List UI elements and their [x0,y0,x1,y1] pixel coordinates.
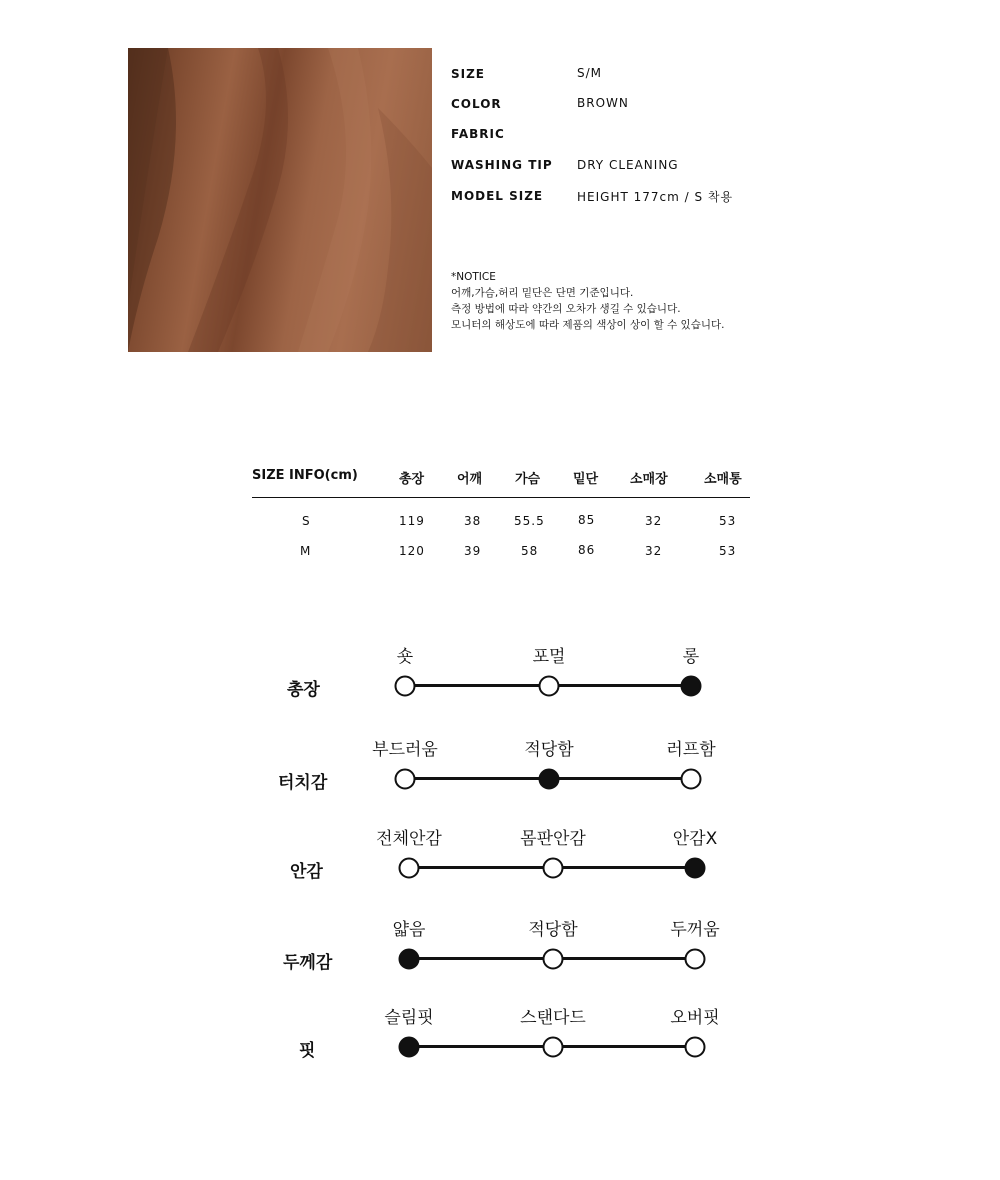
scale-title: 터치감 [278,773,328,793]
spec-value-size: S/M [577,66,603,80]
size-table-header: 어깨 [457,472,483,487]
scale-title: 안감 [290,862,323,882]
table-cell: 53 [719,544,737,558]
scale-dot [399,949,420,970]
scale-dot [395,676,416,697]
spec-value-color: BROWN [577,96,629,110]
scale-title: 핏 [299,1041,316,1061]
table-cell: 32 [645,514,663,528]
scale-dot [685,949,706,970]
scale-option-label: 부드러움 [372,740,438,760]
scale-option-label: 러프함 [666,740,716,760]
scale-option-label: 전체안감 [376,829,442,849]
spec-value-washing-tip: DRY CLEANING [577,158,679,172]
size-table-divider [252,497,750,498]
spec-label-washing-tip: WASHING TIP [451,158,553,172]
size-table-header: SIZE INFO(cm) [252,468,358,483]
scale-dot [685,858,706,879]
scale-option-label: 롱 [682,647,700,667]
scale-dot [681,676,702,697]
scale-title: 두께감 [283,953,333,973]
scale-dot [543,858,564,879]
size-table-header: 소매통 [704,472,742,487]
notice [451,269,724,333]
notice-line: 어깨,가슴,허리 밑단은 단면 기준입니다. [451,287,634,299]
scale-option-label: 적당함 [524,740,574,760]
table-cell: 38 [464,514,482,528]
scale-option-label: 스탠다드 [520,1008,586,1028]
spec-value-model-size: HEIGHT 177cm / S 착용 [577,190,734,204]
scale-dot [681,769,702,790]
spec-label-fabric: FABRIC [451,127,505,141]
spec-label-model-size: MODEL SIZE [451,189,544,203]
table-cell: 120 [399,544,425,558]
scale-option-label: 몸판안감 [520,829,586,849]
scale-option-label: 숏 [396,647,414,667]
table-cell: 55.5 [514,514,545,528]
scale-option-label: 오버핏 [670,1008,720,1028]
size-table-header: 소매장 [630,472,668,487]
table-cell: 119 [399,514,425,528]
table-cell: 53 [719,514,737,528]
size-table-header: 총장 [399,472,425,487]
scale-option-label: 슬림핏 [384,1008,434,1028]
scale-dot [399,1037,420,1058]
spec-label-color: COLOR [451,97,502,111]
fabric-swatch [128,48,432,352]
fabric-fold-shading [128,48,432,352]
table-cell: M [300,544,312,558]
table-cell: 85 [578,513,596,527]
scale-option-label: 안감X [672,829,718,849]
scale-dot [399,858,420,879]
size-table-header: 밑단 [573,472,599,487]
scale-dot [395,769,416,790]
scale-option-label: 얇음 [392,920,426,940]
notice-line: 측정 방법에 따라 약간의 오차가 생길 수 있습니다. [451,303,681,315]
scale-title: 총장 [287,680,320,700]
table-cell: 58 [521,544,539,558]
scale-option-label: 두꺼움 [670,920,720,940]
spec-label-size: SIZE [451,67,486,81]
notice-line: 모니터의 해상도에 따라 제품의 색상이 상이 할 수 있습니다. [451,319,725,331]
table-cell: 32 [645,544,663,558]
scale-option-label: 포멀 [532,647,566,667]
scale-option-label: 적당함 [528,920,578,940]
scale-dot [539,676,560,697]
scale-dot [685,1037,706,1058]
scale-dot [543,1037,564,1058]
scale-dot [539,769,560,790]
table-cell: 39 [464,544,482,558]
scale-dot [543,949,564,970]
table-cell: S [302,514,311,528]
notice-title: *NOTICE [451,271,496,283]
size-table-header: 가슴 [515,472,541,487]
table-cell: 86 [578,543,596,557]
